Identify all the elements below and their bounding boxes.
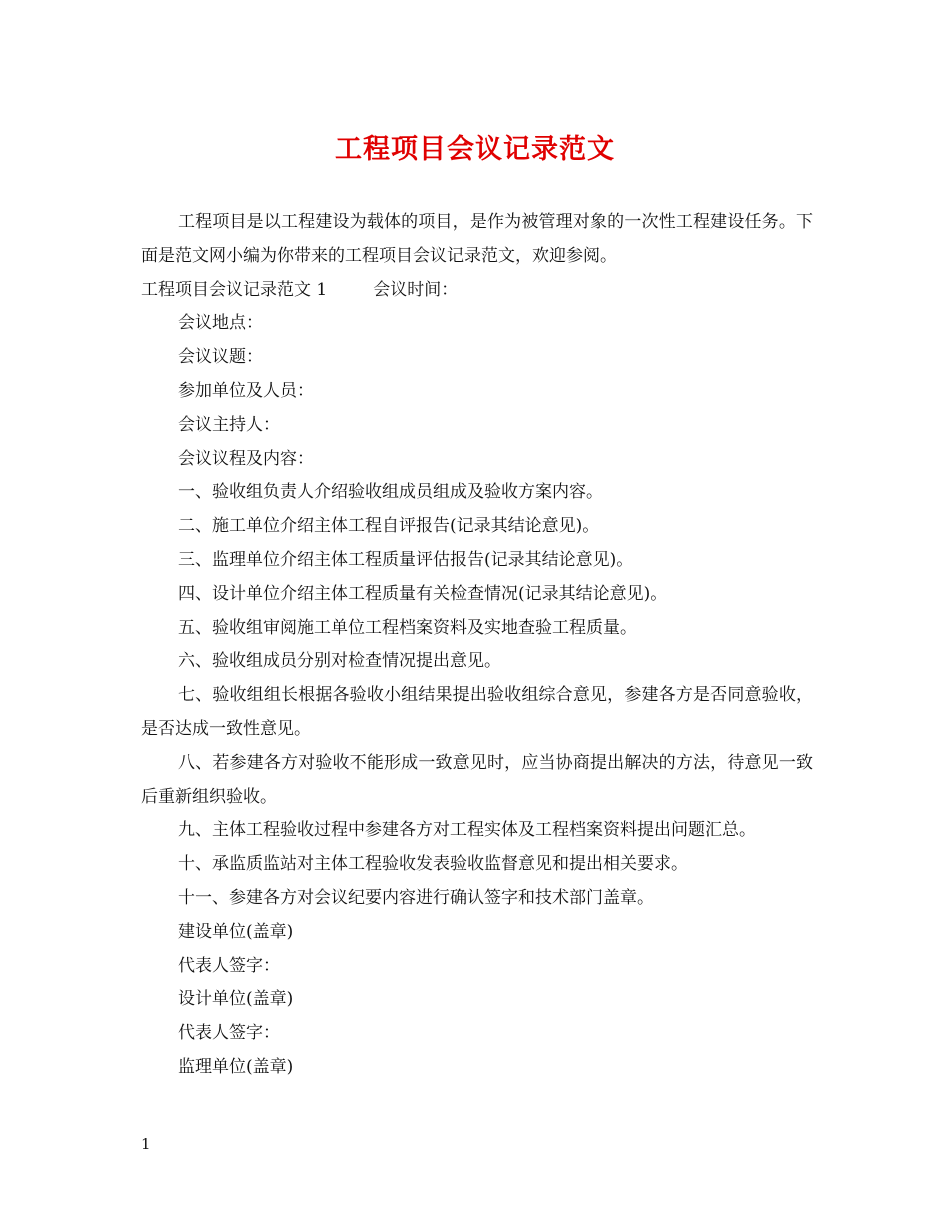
field-meeting-host: 会议主持人： (178, 414, 280, 435)
document-body (141, 206, 813, 1085)
section-heading: 工程项目会议记录范文 1 (141, 279, 328, 300)
document-title: 工程项目会议记录范文 (335, 134, 615, 165)
agenda-item-1: 一、验收组负责人介绍验收组成员组成及验收方案内容。 (178, 482, 603, 503)
agenda-item-11: 十一、参建各方对会议纪要内容进行确认签字和技术部门盖章。 (178, 887, 654, 908)
field-meeting-topic: 会议议题： (178, 347, 263, 368)
agenda-item-8: 八、若参建各方对验收不能形成一致意见时，应当协商提出解决的方法，待意见一致后重新组织验收。 (141, 752, 813, 807)
signature-representative-1: 代表人签字： (178, 955, 280, 976)
signature-representative-2: 代表人签字： (178, 1023, 280, 1044)
signature-supervision-unit: 监理单位(盖章) (178, 1056, 294, 1077)
intro-paragraph: 工程项目是以工程建设为载体的项目，是作为被管理对象的一次性工程建设任务。下面是范文网小编为你带来的工程项目会议记录范文，欢迎参阅。 (141, 212, 813, 266)
section-heading-line (141, 274, 813, 308)
agenda-item-4: 四、设计单位介绍主体工程质量有关检查情况(记录其结论意见)。 (178, 583, 668, 604)
field-agenda-content: 会议议程及内容： (178, 448, 314, 469)
field-meeting-location: 会议地点： (178, 313, 263, 334)
agenda-item-10: 十、承监质监站对主体工程验收发表验收监督意见和提出相关要求。 (178, 854, 688, 875)
signature-construction-unit: 建设单位(盖章) (178, 921, 294, 942)
agenda-item-7: 七、验收组组长根据各验收小组结果提出验收组综合意见，参建各方是否同意验收，是否达成一致性意见。 (141, 685, 813, 739)
agenda-item-6: 六、验收组成员分别对检查情况提出意见。 (178, 651, 501, 672)
signature-design-unit: 设计单位(盖章) (178, 989, 294, 1010)
page-number: 1 (141, 1135, 151, 1153)
field-participants: 参加单位及人员： (178, 380, 314, 401)
agenda-item-2: 二、施工单位介绍主体工程自评报告(记录其结论意见)。 (178, 516, 600, 537)
agenda-item-3: 三、监理单位介绍主体工程质量评估报告(记录其结论意见)。 (178, 549, 634, 570)
agenda-item-9: 九、主体工程验收过程中参建各方对工程实体及工程档案资料提出问题汇总。 (178, 820, 756, 841)
agenda-item-5: 五、验收组审阅施工单位工程档案资料及实地查验工程质量。 (178, 617, 637, 638)
meeting-time-label: 会议时间： (373, 279, 459, 300)
